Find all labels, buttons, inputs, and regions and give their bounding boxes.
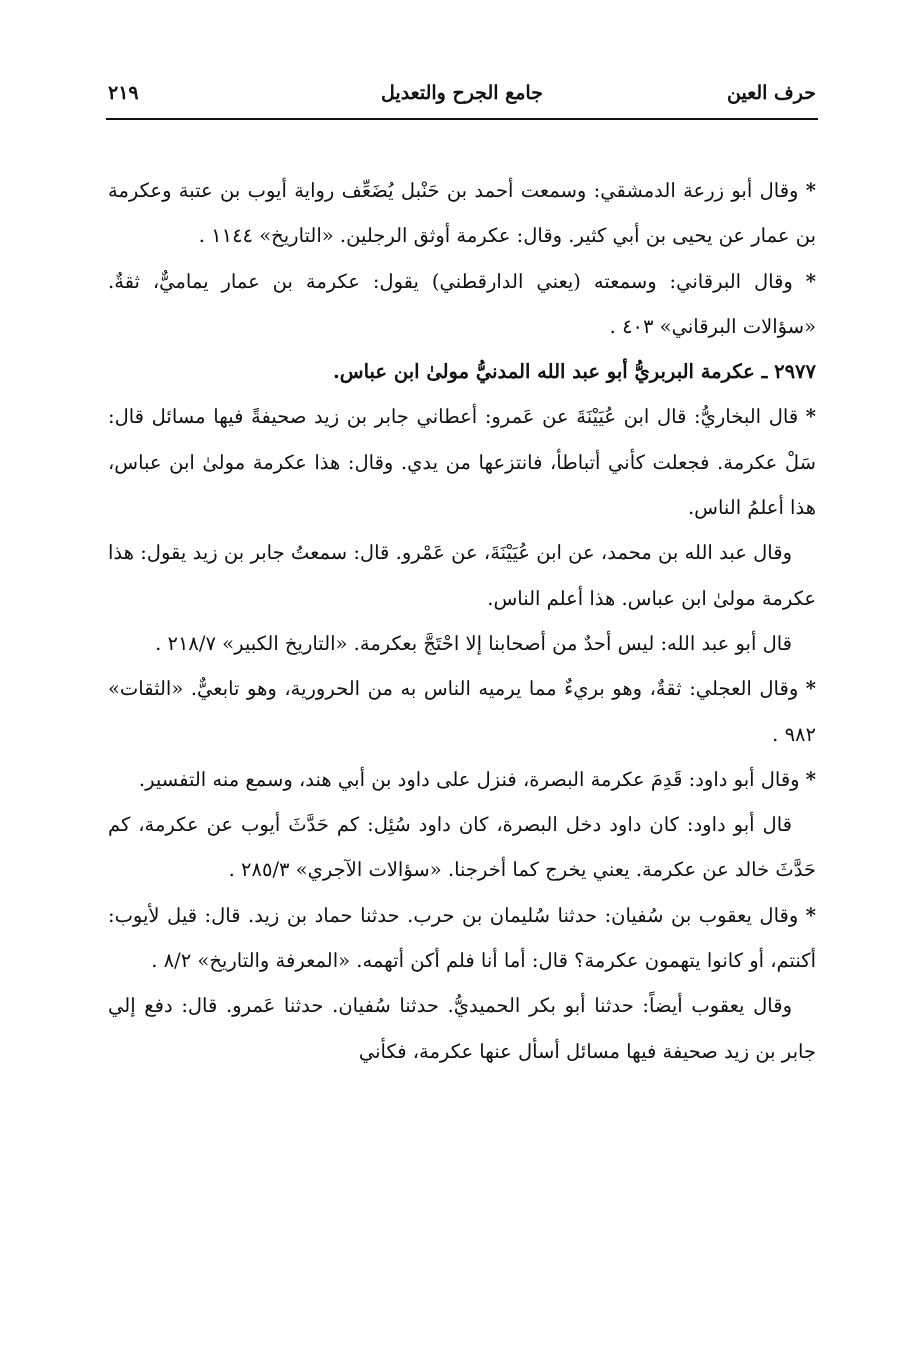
paragraph-text: وقال أبو داود: قَدِمَ عكرمة البصرة، فنزل على داود بن أبي هند، وسمع منه التفسير.: [138, 767, 800, 791]
section-title: حرف العين: [727, 82, 816, 104]
paragraph-text: وقال يعقوب أيضاً: حدثنا أبو بكر الحميديُّ. حدثنا سُفيان. حدثنا عَمرو. قال: دفع إلي جابر بن زيد صحيفة فيها مسائل أسأل عنها عكرمة، فكأني: [108, 994, 816, 1063]
asterisk-icon: *: [805, 405, 816, 429]
page-body: [108, 168, 816, 1074]
paragraph-abu-zura: [108, 168, 816, 259]
paragraph-text: وقال العجلي: ثقةٌ، وهو بريءٌ مما يرميه الناس به من الحرورية، وهو تابعيٌّ. «الثقات» ٩٨٢ .: [108, 677, 816, 746]
paragraph-text: قال البخاريُّ: قال ابن عُيَيْنَةَ عن عَمرو: أعطاني جابر بن زيد صحيفةً فيها مسائل قال: سَلْ عكرمة. فجعلت كأني أتباطأ، فانتزعها من يدي. وقال: هذا عكرمة مولىٰ ابن عباس، هذا أعلمُ الناس.: [108, 405, 816, 520]
paragraph-abdullah: [108, 530, 816, 621]
paragraph-text: وقال البرقاني: وسمعته (يعني الدارقطني) يقول: عكرمة بن عمار يماميٌّ، ثقةٌ. «سؤالات البرقاني» ٤٠٣ .: [108, 269, 816, 338]
paragraph-text: قال أبو داود: كان داود دخل البصرة، كان داود سُئِل: كم حَدَّثَ أيوب عن عكرمة، كم حَدَّثَ خالد عن عكرمة. يعني يخرج كما أخرجنا. «سؤالات الآجري» ٢٨٥/٣ .: [108, 813, 816, 882]
entry-heading: [108, 349, 816, 394]
asterisk-icon: *: [805, 677, 816, 701]
paragraph-abu-dawud: [108, 757, 816, 802]
header-divider: [106, 118, 818, 120]
paragraph-text: قال أبو عبد الله: ليس أحدٌ من أصحابنا إلا احْتَجَّ بعكرمة. «التاريخ الكبير» ٢١٨/٧ .: [155, 631, 792, 655]
page-number: ٢١٩: [108, 82, 139, 104]
asterisk-icon: *: [805, 903, 816, 927]
asterisk-icon: *: [805, 767, 816, 791]
paragraph-text: وقال عبد الله بن محمد، عن ابن عُيَيْنَةَ، عن عَمْرو. قال: سمعتُ جابر بن زيد يقول: هذا عكرمة مولىٰ ابن عباس. هذا أعلم الناس.: [108, 541, 816, 610]
entry-heading-text: ٢٩٧٧ ـ عكرمة البربريُّ أبو عبد الله المدنيُّ مولىٰ ابن عباس.: [333, 360, 816, 384]
asterisk-icon: *: [805, 179, 816, 202]
paragraph-text: وقال يعقوب بن سُفيان: حدثنا سُليمان بن حرب. حدثنا حماد بن زيد. قال: قيل لأيوب: أكنتم، أو كانوا يتهمون عكرمة؟ قال: أما أنا فلم أكن أتهمه. «المعرفة والتاريخ» ٨/٢ .: [108, 903, 816, 973]
paragraph-text: وقال أبو زرعة الدمشقي: وسمعت أحمد بن حَنْبل يُضَعِّف رواية أيوب بن عتبة وعكرمة بن عمار عن يحيى بن أبي كثير. وقال: عكرمة أوثق الرجلين. «التاريخ» ١١٤٤ .: [108, 179, 816, 248]
paragraph-abu-abdullah: [108, 621, 816, 666]
paragraph-abu-dawud-2: [108, 802, 816, 893]
paragraph-bukhari: [108, 394, 816, 530]
book-title: جامع الجرح والتعديل: [381, 82, 543, 104]
paragraph-barqani: [108, 259, 816, 350]
asterisk-icon: *: [805, 269, 816, 293]
paragraph-yaqub: [108, 893, 816, 984]
paragraph-yaqub-2: [108, 983, 816, 1074]
page-header: [108, 82, 816, 116]
paragraph-ijli: [108, 666, 816, 757]
